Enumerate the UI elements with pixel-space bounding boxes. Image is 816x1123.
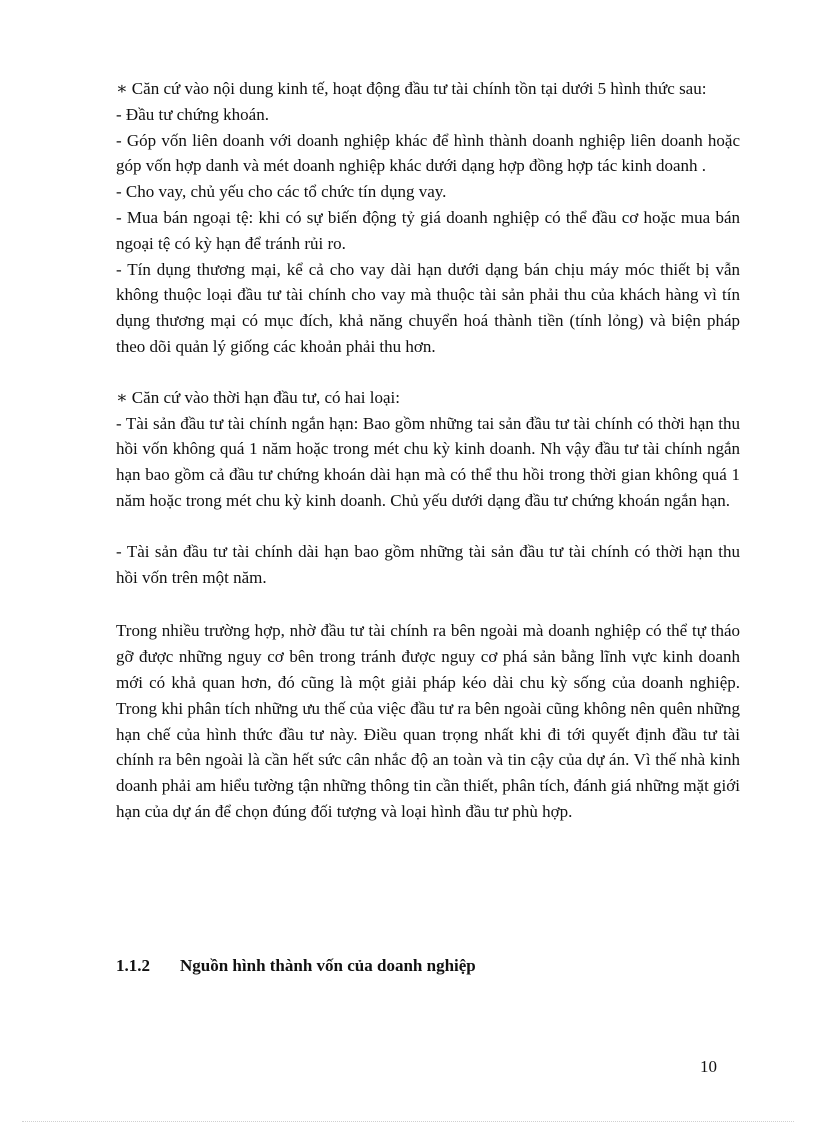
- spacer: [116, 360, 740, 385]
- paragraph-conclusion: Trong nhiều trường hợp, nhờ đầu tư tài chính ra bên ngoài mà doanh nghiệp có thể tự tháo gỡ được những nguy cơ bên trong tránh được nguy cơ phá sản bằng lĩnh vực kinh doanh mới có khả quan hơn, đó cũng là một giải pháp kéo dài chu kỳ sống của doanh nghiệp. Trong khi phân tích những ưu thế của việc đầu tư ra bên ngoài cũng không nên quên những hạn chế của hình thức đầu tư này. Điều quan trọng nhất khi đi tới quyết định đầu tư tài chính ra bên ngoài là cần hết sức cân nhắc độ an toàn và tin cậy của dự án. Vì thế nhà kinh doanh phải am hiểu tường tận những thông tin cần thiết, phân tích, đánh giá những mặt giới hạn của dự án để chọn đúng đối tượng và loại hình đầu tư phù hợp.: [116, 621, 740, 821]
- heading-number: 1.1.2: [116, 956, 150, 975]
- list-item: - Mua bán ngoại tệ: khi có sự biến động tỷ giá doanh nghiệp có thể đầu cơ hoặc mua bán ngoại tệ có kỳ hạn để tránh rủi ro.: [116, 207, 740, 253]
- list-item: - Cho vay, chủ yếu cho các tổ chức tín dụng vay.: [116, 182, 447, 202]
- list-item-long-term: - Tài sản đầu tư tài chính dài hạn bao gồm những tài sản đầu tư tài chính có thời hạn thu hồi vốn trên một năm.: [116, 541, 740, 587]
- spacer: [116, 514, 740, 539]
- heading-title: Nguồn hình thành vốn của doanh nghiệp: [180, 956, 476, 975]
- list-item: - Tín dụng thương mại, kể cả cho vay dài hạn dưới dạng bán chịu máy móc thiết bị vẫn không thuộc loại đầu tư tài chính cho vay mà thuộc tài sản phải thu của khách hàng vì tín dụng thương mại có mục đích, khả năng chuyển hoá thành tiền (tính lỏng) và biện pháp theo dõi quản lý giống các khoản phải thu hơn.: [116, 259, 740, 356]
- list-item-short-term: - Tài sản đầu tư tài chính ngắn hạn: Bao gồm những tai sản đầu tư tài chính có thời hạn thu hồi vốn không quá 1 năm hoặc trong mét chu kỳ kinh doanh. Nh vậy đầu tư tài chính ngắn hạn bao gồm cả đầu tư chứng khoán dài hạn mà có thể thu hồi trong thời gian không quá 1 năm hoặc trong mét chu kỳ kinh doanh. Chủ yếu dưới dạng đầu tư chứng khoán ngắn hạn.: [116, 413, 740, 510]
- paragraph-content-intro: ∗ Căn cứ vào nội dung kinh tế, hoạt động đầu tư tài chính tồn tại dưới 5 hình thức sau:: [116, 79, 707, 98]
- section-heading: [116, 956, 476, 976]
- spacer: [116, 590, 740, 618]
- paragraph-term-intro: ∗ Căn cứ vào thời hạn đầu tư, có hai loại:: [116, 387, 400, 407]
- page-body: [116, 76, 740, 825]
- page-number: 10: [700, 1057, 717, 1076]
- list-item: - Góp vốn liên doanh với doanh nghiệp khác để hình thành doanh nghiệp liên doanh hoặc góp vốn hợp danh và mét doanh nghiệp khác dưới dạng hợp đồng hợp tác kinh doanh .: [116, 130, 740, 176]
- page-bottom-divider: [22, 1121, 794, 1122]
- list-item: - Đầu tư chứng khoán.: [116, 104, 269, 124]
